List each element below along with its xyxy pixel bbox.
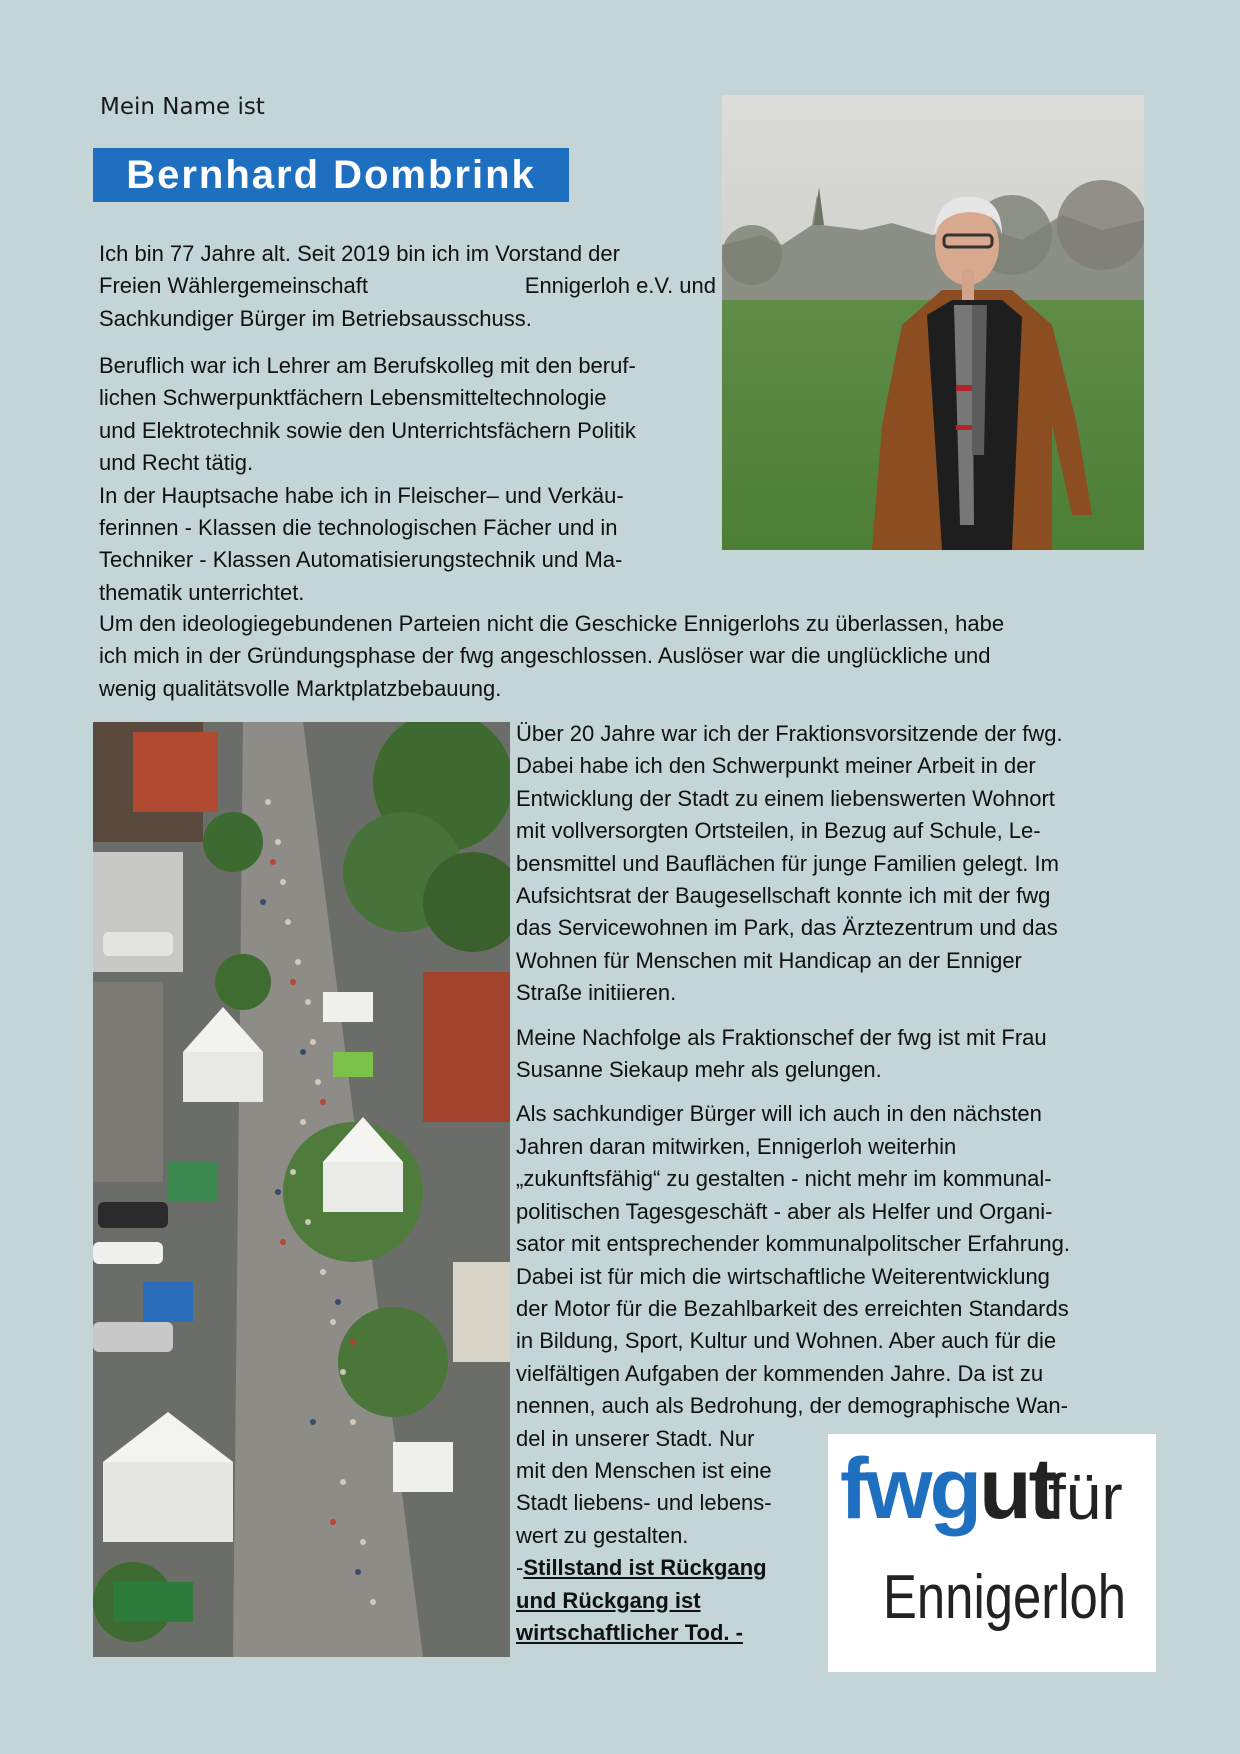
- text-line: bensmittel und Bauflächen für junge Familien gelegt. Im: [516, 850, 1059, 876]
- text-line: In der Hauptsache habe ich in Fleischer– und Verkäu-: [99, 482, 624, 508]
- text-line: Aufsichtsrat der Baugesellschaft konnte ich mit der fwg: [516, 883, 1051, 909]
- text-line: del in unserer Stadt. Nur: [516, 1425, 755, 1451]
- text-line: Als sachkundiger Bürger will ich auch in den nächsten: [516, 1101, 1042, 1127]
- text-segment: Freien Wählergemeinschaft: [99, 273, 369, 299]
- text-line: Über 20 Jahre war ich der Fraktionsvorsitzende der fwg.: [516, 721, 1063, 746]
- text-line: das Servicewohnen im Park, das Ärztezentrum und das: [516, 915, 1058, 941]
- text-line: nennen, auch als Bedrohung, der demographische Wan-: [516, 1393, 1068, 1419]
- text-line: Susanne Siekaup mehr als gelungen.: [516, 1057, 882, 1083]
- text-segment: Ennigerloh e.V. und: [524, 273, 716, 299]
- text-line: politischen Tagesgeschäft - aber als Helfer und Organi-: [516, 1198, 1053, 1224]
- text-line: Dabei ist für mich die wirtschaftliche Weiterentwicklung: [516, 1263, 1050, 1289]
- paragraph-faction-leader: [516, 718, 1146, 1010]
- text-line: und Elektrotechnik sowie den Unterrichtsfächern Politik: [99, 417, 636, 443]
- text-line: thematik unterrichtet.: [99, 579, 305, 605]
- text-line: vielfältigen Aufgaben der kommenden Jahre. Da ist zu: [516, 1360, 1044, 1386]
- logo-fuer-text: für: [1048, 1461, 1123, 1533]
- text-line: Meine Nachfolge als Fraktionschef der fwg ist mit Frau: [516, 1024, 1047, 1050]
- text-line: mit vollversorgten Ortsteilen, in Bezug auf Schule, Le-: [516, 818, 1041, 844]
- text-line: Sachkundiger Bürger im Betriebsausschuss.: [99, 305, 532, 331]
- text-line: Jahren daran mitwirken, Ennigerloh weiterhin: [516, 1133, 957, 1159]
- text-line: Um den ideologiegebundenen Parteien nicht die Geschicke Ennigerlohs zu überlassen, habe: [99, 611, 1005, 636]
- logo-g-text: g: [929, 1441, 980, 1537]
- text-line: lichen Schwerpunktfächern Lebensmitteltechnologie: [99, 385, 607, 411]
- slogan-prefix: -: [516, 1555, 524, 1581]
- text-line: Beruflich war ich Lehrer am Berufskolleg mit den beruf-: [99, 353, 636, 378]
- text-line: der Motor für die Bezahlbarkeit des erreichten Standards: [516, 1295, 1069, 1321]
- paragraph-successor: [516, 1022, 1146, 1087]
- text-line: wenig qualitätsvolle Marktplatzbebauung.: [99, 675, 502, 701]
- logo-fwgut: [840, 1440, 1054, 1539]
- name-banner: Bernhard Dombrink: [93, 148, 569, 202]
- text-line: mit den Menschen ist eine: [516, 1457, 772, 1483]
- intro-text: Mein Name ist: [100, 94, 265, 120]
- logo-fw-text: fw: [840, 1441, 930, 1537]
- logo-city-text: Ennigerloh: [883, 1563, 1127, 1632]
- paragraph-joining: [99, 608, 1139, 705]
- slogan-text: Stillstand ist Rückgang: [523, 1555, 767, 1581]
- text-line: ich mich in der Gründungsphase der fwg angeschlossen. Auslöser war die unglückliche und: [99, 643, 991, 669]
- text-line: Dabei habe ich den Schwerpunkt meiner Arbeit in der: [516, 753, 1036, 779]
- paragraph-age-board: [99, 238, 716, 335]
- text-line: Techniker - Klassen Automatisierungstechnik und Ma-: [99, 547, 623, 573]
- text-line: sator mit entsprechender kommunalpolitscher Erfahrung.: [516, 1231, 1070, 1257]
- text-line: Stadt liebens- und lebens-: [516, 1490, 772, 1516]
- text-line: Straße initiieren.: [516, 980, 677, 1006]
- slogan-text: und Rückgang ist: [516, 1587, 701, 1613]
- text-line: in Bildung, Sport, Kultur und Wohnen. Aber auch für die: [516, 1328, 1057, 1354]
- text-line: wert zu gestalten.: [516, 1522, 689, 1548]
- text-line: Entwicklung der Stadt zu einem liebenswerten Wohnort: [516, 785, 1055, 811]
- text-line: [99, 270, 716, 302]
- paragraph-career: [99, 350, 719, 609]
- logo-ut-text: ut: [979, 1441, 1055, 1537]
- text-line: und Recht tätig.: [99, 450, 254, 476]
- fwg-logo: [828, 1434, 1156, 1672]
- portrait-photo: [722, 95, 1144, 550]
- text-line: ferinnen - Klassen die technologischen Fächer und in: [99, 515, 618, 541]
- text-line: Wohnen für Menschen mit Handicap an der Enniger: [516, 947, 1022, 973]
- festival-aerial-photo: [93, 722, 510, 1657]
- text-line: „zukunftsfähig“ zu gestalten - nicht mehr im kommunal-: [516, 1166, 1052, 1192]
- slogan-text: wirtschaftlicher Tod. -: [516, 1619, 743, 1645]
- text-line: Ich bin 77 Jahre alt. Seit 2019 bin ich im Vorstand der: [99, 241, 620, 266]
